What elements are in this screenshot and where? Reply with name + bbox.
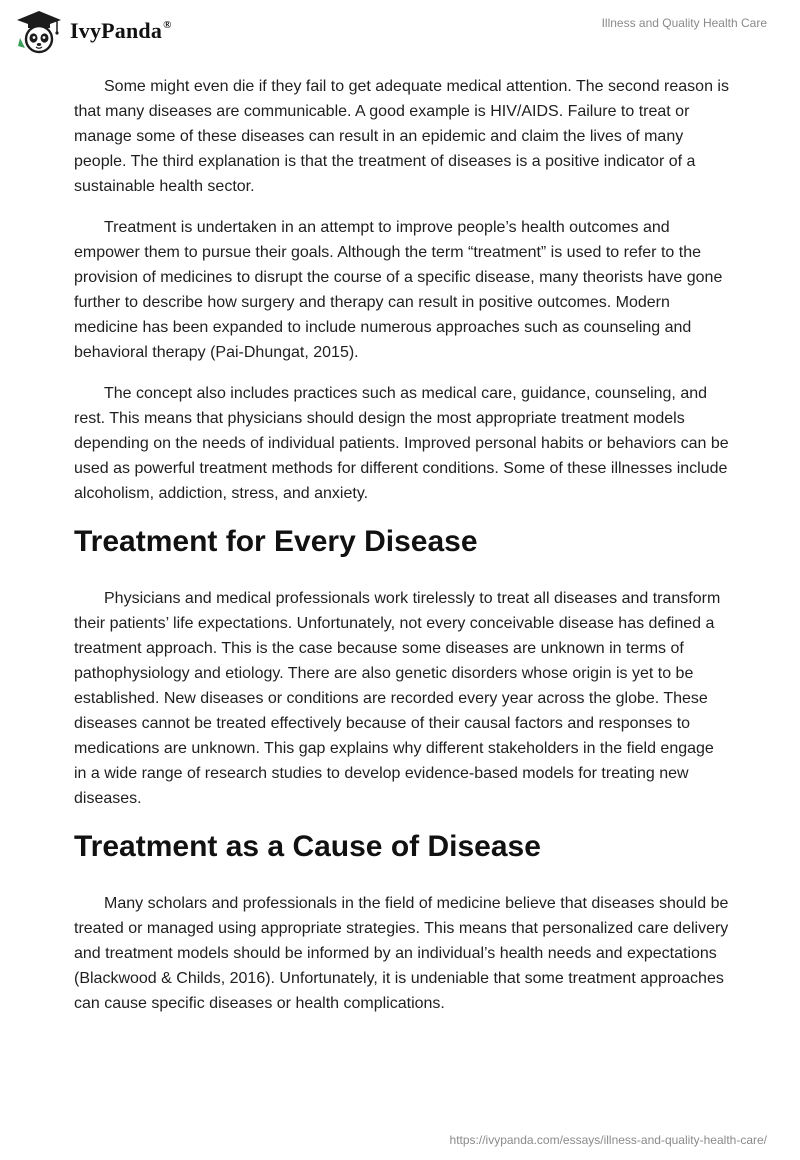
paragraph: Physicians and medical professionals work tirelessly to treat all diseases and transform their patients’ life expectations. Unfortunately, not every conceivable disease has defined a treatment approach. This is the case because some diseases are unknown in terms of pathophysiology and etiology. There are also genetic disorders whose origin is yet to be established. New diseases or conditions are recorded every year across the globe. These diseases cannot be treated effectively because of their causal factors and responses to medications are unknown. This gap explains why different stakeholders in the field engage in a wide range of research studies to develop evidence-based models for treating new diseases. <box>74 590 721 807</box>
paragraph: Some might even die if they fail to get adequate medical attention. The second reason is that many diseases are communicable. A good example is HIV/AIDS. Failure to treat or manage some of these diseases can result in an epidemic and claim the lives of many people. The third explanation is that the treatment of diseases is a positive indicator of a sustainable health sector. <box>74 78 729 195</box>
paragraph: The concept also includes practices such as medical care, guidance, counseling, and rest. This means that physicians should design the most appropriate treatment models depending on the needs of individual patients. Improved personal habits or behaviors can be used as powerful treatment methods for different conditions. Some of these illnesses include alcoholism, addiction, stress, and anxiety. <box>74 385 729 502</box>
brand-name <box>70 18 172 44</box>
source-url[interactable]: https://ivypanda.com/essays/illness-and-quality-health-care/ <box>449 1133 767 1147</box>
document-title: Illness and Quality Health Care <box>601 16 767 30</box>
paragraph: Treatment is undertaken in an attempt to improve people’s health outcomes and empower them to pursue their goals. Although the term “treatment” is used to refer to the provision of medicines to disrupt the course of a specific disease, many theorists have gone further to describe how surgery and therapy can result in positive outcomes. Modern medicine has been expanded to include numerous approaches such as counseling and behavioral therapy (Pai-Dhungat, 2015). <box>74 219 723 361</box>
brand-logo[interactable] <box>14 8 172 54</box>
panda-graduate-icon <box>14 8 64 54</box>
paragraph: Many scholars and professionals in the field of medicine believe that diseases should be treated or managed using appropriate strategies. This means that personalized care delivery and treatment models should be informed by an individual’s health needs and expectations (Blackwood & Childs, 2016). Unfortunately, it is undeniable that some treatment approaches can cause specific diseases or health complications. <box>74 895 729 1012</box>
section-heading: Treatment as a Cause of Disease <box>74 830 541 863</box>
brand-name-text: IvyPanda <box>70 18 163 43</box>
essay-content <box>74 74 730 1032</box>
page-header <box>0 0 800 66</box>
section-heading: Treatment for Every Disease <box>74 525 478 558</box>
registered-mark: ® <box>163 19 172 31</box>
